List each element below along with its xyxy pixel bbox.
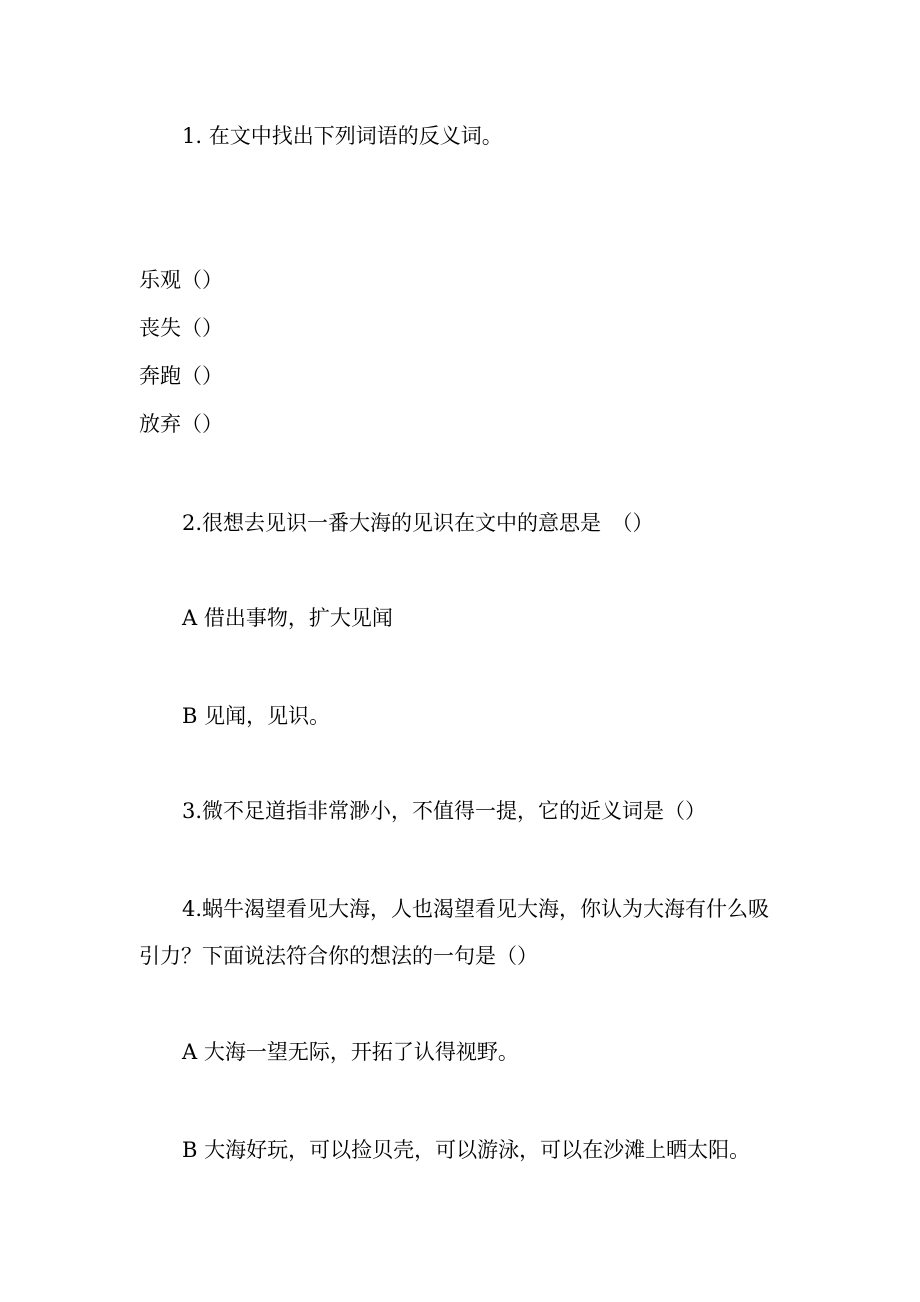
antonym-item-1: 乐观（） [139, 268, 223, 292]
antonym-item-3: 奔跑（） [139, 364, 223, 388]
question-1-prompt: 1. 在文中找出下列词语的反义词。 [182, 124, 503, 148]
question-4-option-b: B 大海好玩，可以捡贝壳，可以游泳，可以在沙滩上晒太阳。 [182, 1138, 751, 1162]
question-2-option-a: A 借出事物，扩大见闻 [182, 606, 393, 630]
question-2-prompt: 2.很想去见识一番大海的见识在文中的意思是 （） [182, 511, 654, 535]
antonym-item-4: 放弃（） [139, 412, 223, 436]
question-4-option-a: A 大海一望无际，开拓了认得视野。 [182, 1040, 519, 1064]
question-4-prompt-line-2: 引力？下面说法符合你的想法的一句是（） [139, 944, 538, 968]
antonym-item-2: 丧失（） [139, 316, 223, 340]
question-3-prompt: 3.微不足道指非常渺小，不值得一提，它的近义词是（） [182, 799, 707, 823]
question-4-prompt-line-1: 4.蜗牛渴望看见大海，人也渴望看见大海，你认为大海有什么吸 [182, 897, 770, 921]
question-2-option-b: B 见闻，见识。 [182, 704, 331, 728]
